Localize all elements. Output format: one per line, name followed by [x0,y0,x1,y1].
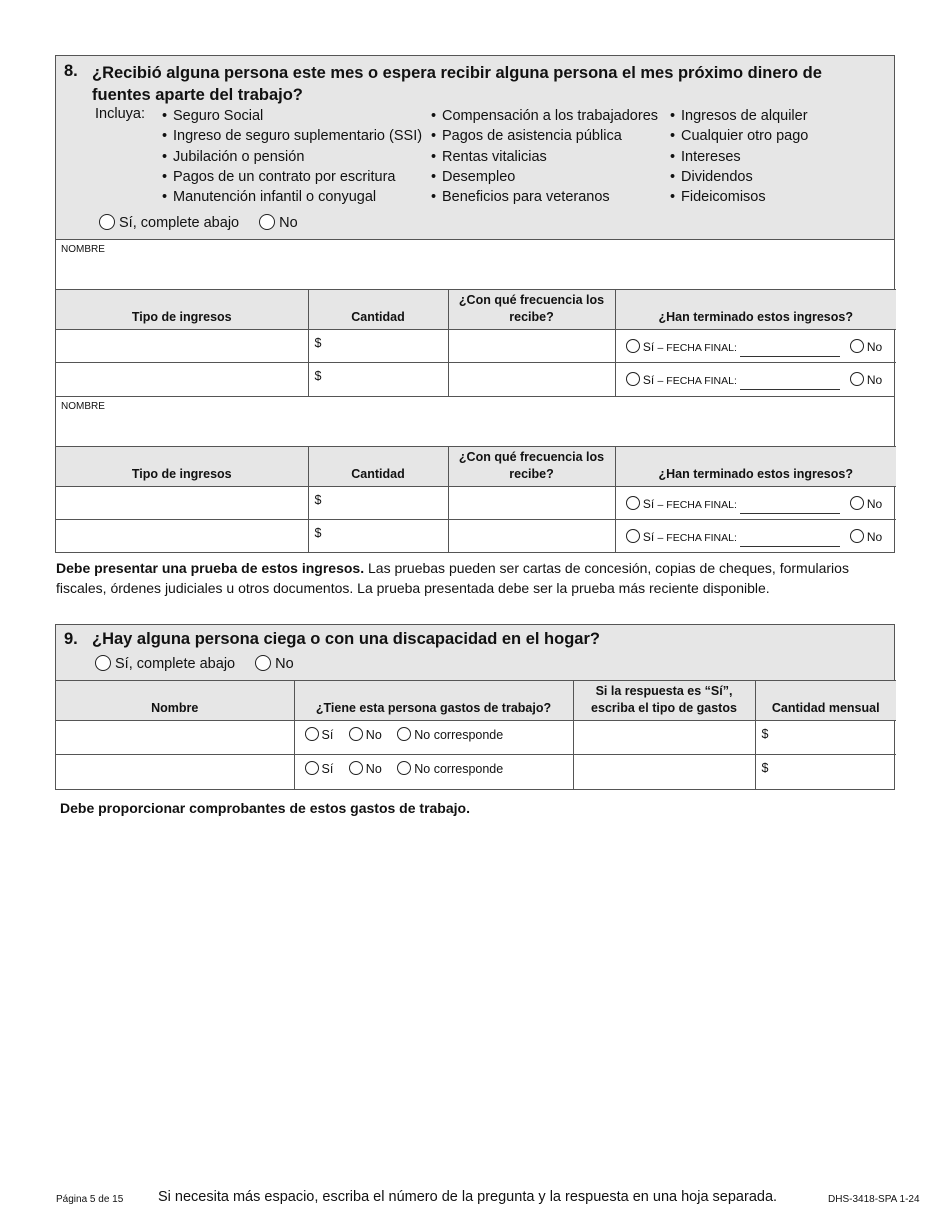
income-type-cell[interactable] [56,486,308,519]
no-option[interactable]: No [255,656,294,672]
list-item: • Desempleo [431,168,516,185]
amount-cell[interactable]: $ [308,486,448,519]
column-header-name: Nombre [56,681,294,721]
no-option[interactable]: No [349,728,382,742]
list-item: • Ingresos de alquiler [670,108,808,124]
yes-option[interactable]: Sí, complete abajo [95,656,235,672]
footer-instruction: Si necesita más espacio, escriba el número de la pregunta y la respuesta en una hoja separada. [158,1189,778,1205]
list-item: • Rentas vitalicias [431,148,547,165]
yes-option[interactable]: Sí, complete abajo [99,215,239,231]
table-row [56,721,896,755]
list-item: • Ingreso de seguro suplementario (SSI) [162,128,423,145]
ended-yes-option[interactable]: Sí – FECHA FINAL: [626,529,737,544]
table-row [56,486,896,519]
end-date-field[interactable] [740,356,840,357]
end-date-field[interactable] [740,389,840,390]
table-row [56,755,896,789]
amount-cell[interactable]: $ [308,519,448,552]
table-row [56,363,896,396]
column-header-type: Tipo de ingresos [56,446,308,486]
ended-yes-option[interactable]: Sí – FECHA FINAL: [626,372,737,387]
question-title: ¿Recibió alguna persona este mes o espera recibir alguna persona el mes próximo dinero de fuentes aparte del trabajo? [92,64,822,104]
radio-button-icon[interactable] [626,496,640,510]
list-item: • Jubilación o pensión [162,148,305,165]
radio-button-icon[interactable] [397,727,411,741]
radio-button-icon[interactable] [305,761,319,775]
name-cell[interactable] [56,721,294,755]
radio-button-icon[interactable] [305,727,319,741]
radio-button-icon[interactable] [349,727,363,741]
list-item: • Manutención infantil o conyugal [162,189,377,206]
column-header-expenses: ¿Tiene esta persona gastos de trabajo? [294,681,573,721]
yes-option[interactable]: Sí [305,728,334,742]
income-table [56,446,896,553]
list-item: • Cualquier otro pago [670,128,809,145]
ended-cell [615,363,896,396]
not-applicable-option[interactable]: No corresponde [397,762,503,776]
monthly-amount-cell[interactable]: $ [755,721,896,755]
table-row [56,519,896,552]
list-item: • Fideicomisos [670,189,766,206]
table-row [56,330,896,363]
income-type-cell[interactable] [56,519,308,552]
question-8-answer [99,214,314,231]
radio-button-icon[interactable] [95,655,111,671]
ended-yes-option[interactable]: Sí – FECHA FINAL: [626,339,737,354]
expense-type-cell[interactable] [573,755,755,789]
name-field[interactable] [56,396,894,446]
ended-cell [615,519,896,552]
ended-no-option[interactable]: No [850,496,883,511]
income-source-list-2 [431,106,658,207]
ended-cell [615,330,896,363]
amount-cell[interactable]: $ [308,363,448,396]
column-header-ended: ¿Han terminado estos ingresos? [615,446,896,486]
name-field[interactable] [56,239,894,289]
column-header-type: Tipo de ingresos [56,290,308,330]
income-source-list-1 [162,106,422,207]
list-item: • Compensación a los trabajadores [431,108,659,124]
frequency-cell[interactable] [448,519,615,552]
disability-expenses-table [56,680,896,789]
ended-cell [615,486,896,519]
question-title: ¿Hay alguna persona ciega o con una discapacidad en el hogar? [92,630,600,648]
ended-no-option[interactable]: No [850,529,883,544]
frequency-cell[interactable] [448,486,615,519]
no-option[interactable]: No [259,215,298,231]
ended-no-option[interactable]: No [850,339,883,354]
end-date-field[interactable] [740,546,840,547]
radio-button-icon[interactable] [255,655,271,671]
question-number: 8. [64,62,78,80]
name-cell[interactable] [56,755,294,789]
name-label: NOMBRE [61,244,105,255]
income-type-cell[interactable] [56,330,308,363]
list-item: • Seguro Social [162,108,264,124]
monthly-amount-cell[interactable]: $ [755,755,896,789]
radio-button-icon[interactable] [259,214,275,230]
radio-button-icon[interactable] [397,761,411,775]
end-date-field[interactable] [740,513,840,514]
column-header-frequency: ¿Con qué frecuencia los recibe? [448,446,615,486]
question-8-header [56,56,894,239]
page-number: Página 5 de 15 [56,1194,124,1205]
question-9-header [56,625,894,680]
radio-button-icon[interactable] [850,496,864,510]
list-item: • Intereses [670,148,741,165]
column-header-ended: ¿Han terminado estos ingresos? [615,290,896,330]
question-9-answer [95,655,310,672]
radio-button-icon[interactable] [349,761,363,775]
list-item: • Pagos de asistencia pública [431,128,622,145]
ended-no-option[interactable]: No [850,372,883,387]
question-9-section [55,624,895,790]
list-item: • Pagos de un contrato por escritura [162,168,396,185]
radio-button-icon[interactable] [850,372,864,386]
radio-button-icon[interactable] [850,529,864,543]
column-header-amount: Cantidad [308,446,448,486]
radio-button-icon[interactable] [626,529,640,543]
no-option[interactable]: No [349,762,382,776]
column-header-monthly: Cantidad mensual [755,681,896,721]
expenses-options [294,755,573,789]
radio-button-icon[interactable] [99,214,115,230]
yes-option[interactable]: Sí [305,762,334,776]
column-header-amount: Cantidad [308,290,448,330]
proof-instructions: Debe proporcionar comprobantes de estos gastos de trabajo. [60,800,470,816]
question-number: 9. [64,630,78,648]
radio-button-icon[interactable] [626,339,640,353]
income-source-list-3 [670,106,808,207]
includes-label: Incluya: [95,106,145,122]
expense-type-cell[interactable] [573,721,755,755]
column-header-frequency: ¿Con qué frecuencia los recibe? [448,290,615,330]
frequency-cell[interactable] [448,330,615,363]
not-applicable-option[interactable]: No corresponde [397,728,503,742]
form-id: DHS-3418-SPA 1-24 [828,1194,920,1205]
proof-instructions: Debe presentar una prueba de estos ingresos. Las pruebas pueden ser cartas de concesión, copias de cheques, formularios fiscales, órdenes judiciales u otros documentos. La prueba presentada debe ser la prueba más reciente disponible. [56,560,849,596]
list-item: • Dividendos [670,168,753,185]
ended-yes-option[interactable]: Sí – FECHA FINAL: [626,496,737,511]
amount-cell[interactable]: $ [308,330,448,363]
question-8-section [55,55,895,553]
column-header-expense-type: Si la respuesta es “Sí”, escriba el tipo de gastos [573,681,755,721]
list-item: • Beneficios para veteranos [431,189,610,206]
expenses-options [294,721,573,755]
name-label: NOMBRE [61,400,105,412]
income-type-cell[interactable] [56,363,308,396]
radio-button-icon[interactable] [626,372,640,386]
frequency-cell[interactable] [448,363,615,396]
radio-button-icon[interactable] [850,339,864,353]
income-table [56,289,896,396]
